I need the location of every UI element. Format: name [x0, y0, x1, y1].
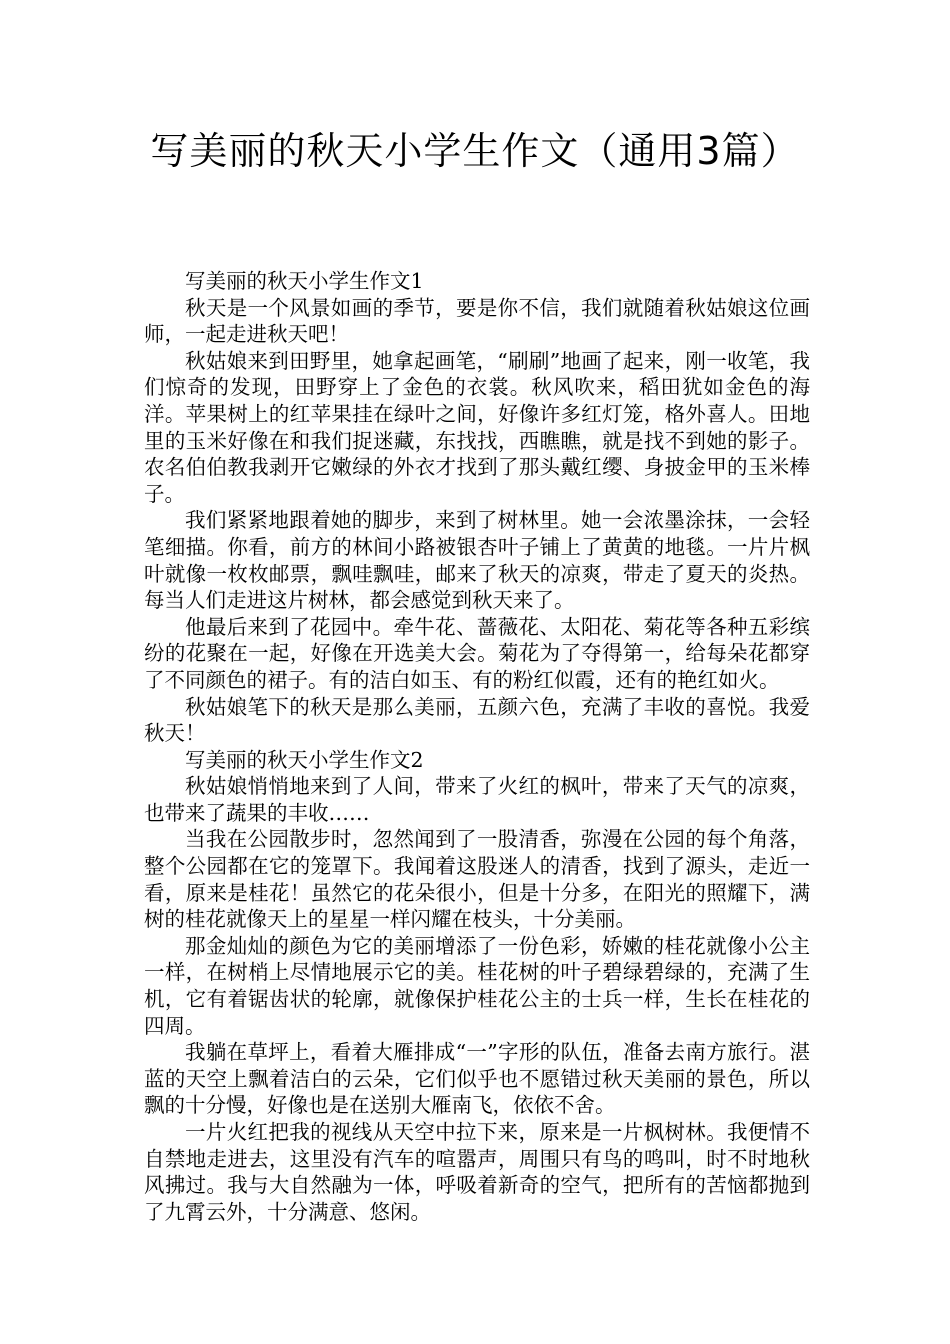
paragraph: 当我在公园散步时，忽然闻到了一股清香，弥漫在公园的每个角落，整个公园都在它的笼罩下。我闻着这股迷人的清香，找到了源头，走近一看，原来是桂花！虽然它的花朵很小，但是十分多，在阳光的照耀下，满树的桂花就像天上的星星一样闪耀在枝头，十分美丽。 — [144, 827, 810, 932]
paragraph: 秋姑娘来到田野里，她拿起画笔，“刷刷”地画了起来，刚一收笔，我们惊奇的发现，田野穿上了金色的衣裳。秋风吹来，稻田犹如金色的海洋。苹果树上的红苹果挂在绿叶之间，好像许多红灯笼，格外喜人。田地里的玉米好像在和我们捉迷藏，东找找，西瞧瞧，就是找不到她的影子。农名伯伯教我剥开它嫩绿的外衣才找到了那头戴红缨、身披金甲的玉米棒子。 — [144, 348, 810, 506]
paragraph: 我们紧紧地跟着她的脚步，来到了树林里。她一会浓墨涂抹，一会轻笔细描。你看，前方的林间小路被银杏叶子铺上了黄黄的地毯。一片片枫叶就像一枚枚邮票，飘哇飘哇，邮来了秋天的凉爽，带走了夏天的炎热。每当人们走进这片树林，都会感觉到秋天来了。 — [144, 508, 810, 613]
essay-heading-2: 写美丽的秋天小学生作文2 — [185, 747, 424, 772]
paragraph: 秋姑娘笔下的秋天是那么美丽，五颜六色，充满了丰收的喜悦。我爱秋天！ — [144, 694, 810, 746]
paragraph: 他最后来到了花园中。牵牛花、蔷薇花、太阳花、菊花等各种五彩缤纷的花聚在一起，好像在开选美大会。菊花为了夺得第一，给每朵花都穿了不同颜色的裙子。有的洁白如玉、有的粉红似霞，还有的艳红如火。 — [144, 614, 810, 692]
paragraph: 我躺在草坪上，看着大雁排成“一”字形的队伍，准备去南方旅行。湛蓝的天空上飘着洁白的云朵，它们似乎也不愿错过秋天美丽的景色，所以飘的十分慢，好像也是在送别大雁南飞，依依不舍。 — [144, 1040, 810, 1118]
essay-heading-1: 写美丽的秋天小学生作文1 — [185, 269, 424, 293]
paragraph: 秋姑娘悄悄地来到了人间，带来了火红的枫叶，带来了天气的凉爽，也带来了蔬果的丰收…… — [144, 774, 810, 825]
paragraph: 那金灿灿的颜色为它的美丽增添了一份色彩，娇嫩的桂花就像小公主一样，在树梢上尽情地展示它的美。桂花树的叶子碧绿碧绿的，充满了生机，它有着锯齿状的轮廓，就像保护桂花公主的士兵一样，生长在桂花的四周。 — [144, 933, 810, 1038]
document-body — [144, 268, 810, 1225]
document-title: 写美丽的秋天小学生作文（通用3篇） — [150, 129, 800, 173]
paragraph: 秋天是一个风景如画的季节，要是你不信，我们就随着秋姑娘这位画师，一起走进秋天吧！ — [144, 295, 810, 347]
paragraph: 一片火红把我的视线从天空中拉下来，原来是一片枫树林。我便情不自禁地走进去，这里没有汽车的喧嚣声，周围只有鸟的鸣叫，时不时地秋风拂过。我与大自然融为一体，呼吸着新奇的空气，把所有的苦恼都抛到了九霄云外，十分满意、悠闲。 — [144, 1120, 810, 1224]
